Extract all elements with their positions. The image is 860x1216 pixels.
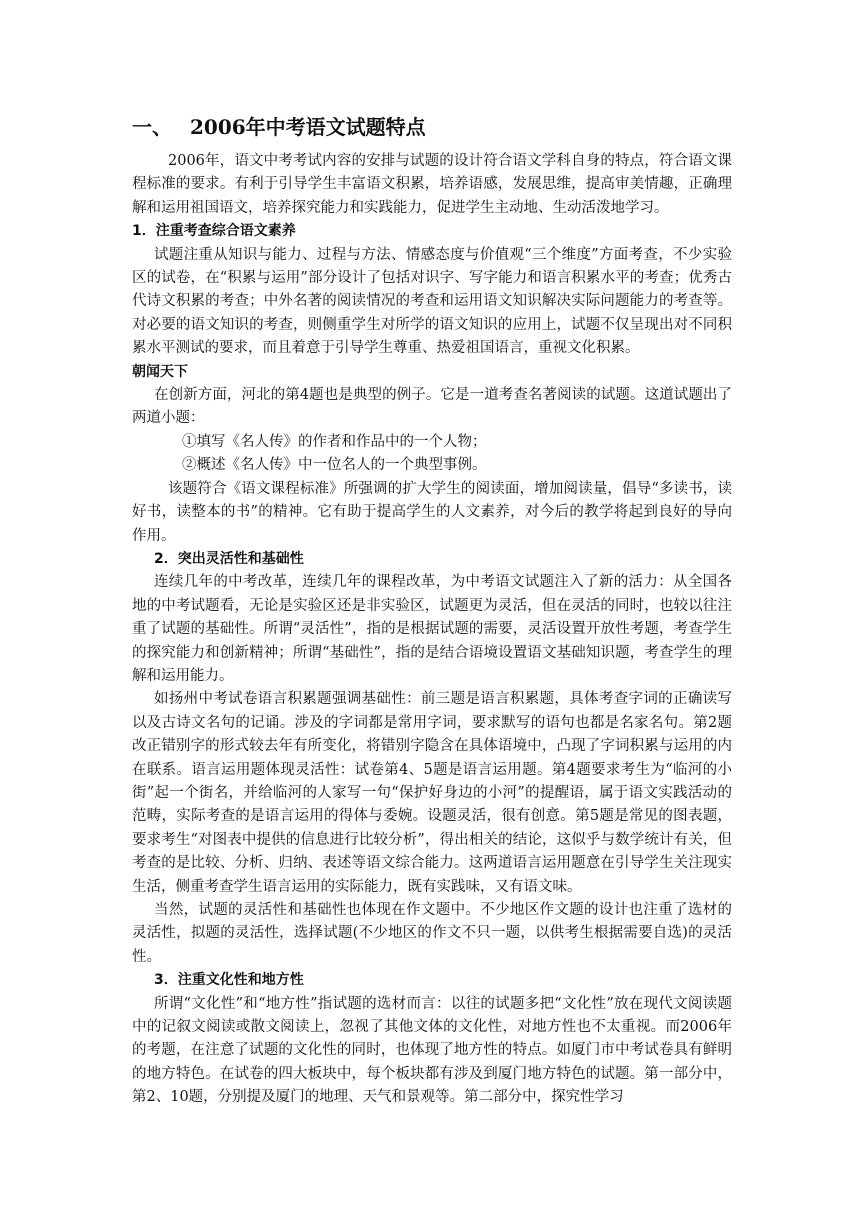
section-title xyxy=(132,112,732,142)
list-item-2: ②概述《名人传》中一位名人的一个典型事例。 xyxy=(182,457,487,474)
paragraph-2-1: 连续几年的中考改革，连续几年的课程改革，为中考语文试题注入了新的活力：从全国各地的中考试题看，无论是实验区还是非实验区，试题更为灵活，但在灵活的同时，也较以往注重了试题的基础性。所谓“灵活性”，指的是根据试题的需要，灵活设置开放性考题，考查学生的探究能力和创新精神；所谓“基础性”，指的是结合语境设置语文基础知识题，考查学生的理解和运用能力。 xyxy=(132,574,732,684)
section-title-text: 2006年中考语文试题特点 xyxy=(190,115,426,139)
section-number: 一、 xyxy=(132,115,172,139)
heading-3: 3．注重文化性和地方性 xyxy=(154,972,304,989)
paragraph-2-3: 当然，试题的灵活性和基础性也体现在作文题中。不少地区作文题的设计也注重了选材的灵活性，拟题的灵活性，选择试题(不少地区的作文不只一题，以供考生根据需要自选)的灵活性。 xyxy=(132,902,732,965)
heading-2: 2．突出灵活性和基础性 xyxy=(154,550,304,567)
paragraph-3-1: 所谓“文化性”和“地方性”指试题的选材而言：以往的试题多把“文化性”放在现代文阅读题中的记叙文阅读或散文阅读上，忽视了其他文体的文化性，对地方性也不太重视。而2006年的考题，在注意了试题的文化性的同时，也体现了地方性的特点。如厦门市中考试卷具有鲜明的地方特色。在试卷的四大板块中，每个板块都有涉及到厦门地方特色的试题。第一部分中，第2、10题，分别提及厦门的地理、天气和景观等。第二部分中，探究性学习 xyxy=(132,995,732,1106)
list-item-1: ①填写《名人传》的作者和作品中的一个人物； xyxy=(182,433,487,450)
intro-paragraph: 2006年，语文中考考试内容的安排与试题的设计符合语文学科自身的特点，符合语文课程标准的要求。有利于引导学生丰富语文积累，培养语感，发展思维，提高审美情趣，正确理解和运用祖国语文，培养探究能力和实践能力，促进学生主动地、生动活泼地学习。 xyxy=(132,153,732,216)
document-page xyxy=(132,112,732,1110)
paragraph-1-1: 试题注重从知识与能力、过程与方法、情感态度与价值观“三个维度”方面考查，不少实验区的试卷，在“积累与运用”部分设计了包括对识字、写字能力和语言积累水平的考查；优秀古代诗文积累的考查；中外名著的阅读情况的考查和运用语文知识解决实际问题能力的考查等。对必要的语文知识的考查，则侧重学生对所学的语文知识的应用上，试题不仅呈现出对不同积累水平测试的要求，而且着意于引导学生尊重、热爱祖国语言，重视文化积累。 xyxy=(132,246,732,357)
heading-1: 1．注重考查综合语文素养 xyxy=(132,223,296,240)
paragraph-1-3: 该题符合《语文课程标准》所强调的扩大学生的阅读面，增加阅读量，倡导“多读书，读好书，读整本的书”的精神。它有助于提高学生的人文素养，对今后的教学将起到良好的导向作用。 xyxy=(132,480,732,544)
watermark-text: 朝闻天下 xyxy=(132,363,188,380)
paragraph-2-2: 如扬州中考试卷语言积累题强调基础性：前三题是语言积累题，具体考查字词的正确读写以及古诗文名句的记诵。涉及的字词都是常用字词，要求默写的语句也都是名家名句。第2题改正错别字的形式较去年有所变化，将错别字隐含在具体语境中，凸现了字词积累与运用的内在联系。语言运用题体现灵活性：试卷第4、5题是语言运用题。第4题要求考生为“临河的小街”起一个街名，并给临河的人家写一句“保护好身边的小河”的提醒语，属于语文实践活动的范畴，实际考查的是语言运用的得体与委婉。设题灵活，很有创意。第5题是常见的图表题，要求考生“对图表中提供的信息进行比较分析”，得出相关的结论，这似乎与数学统计有关，但考查的是比较、分析、归纳、表述等语文综合能力。这两道语言运用题意在引导学生关注现实生活，侧重考查学生语言运用的实际能力，既有实践味，又有语文味。 xyxy=(132,691,732,895)
paragraph-1-2: 在创新方面，河北的第4题也是典型的例子。它是一道考查名著阅读的试题。这道试题出了两道小题： xyxy=(132,387,732,427)
